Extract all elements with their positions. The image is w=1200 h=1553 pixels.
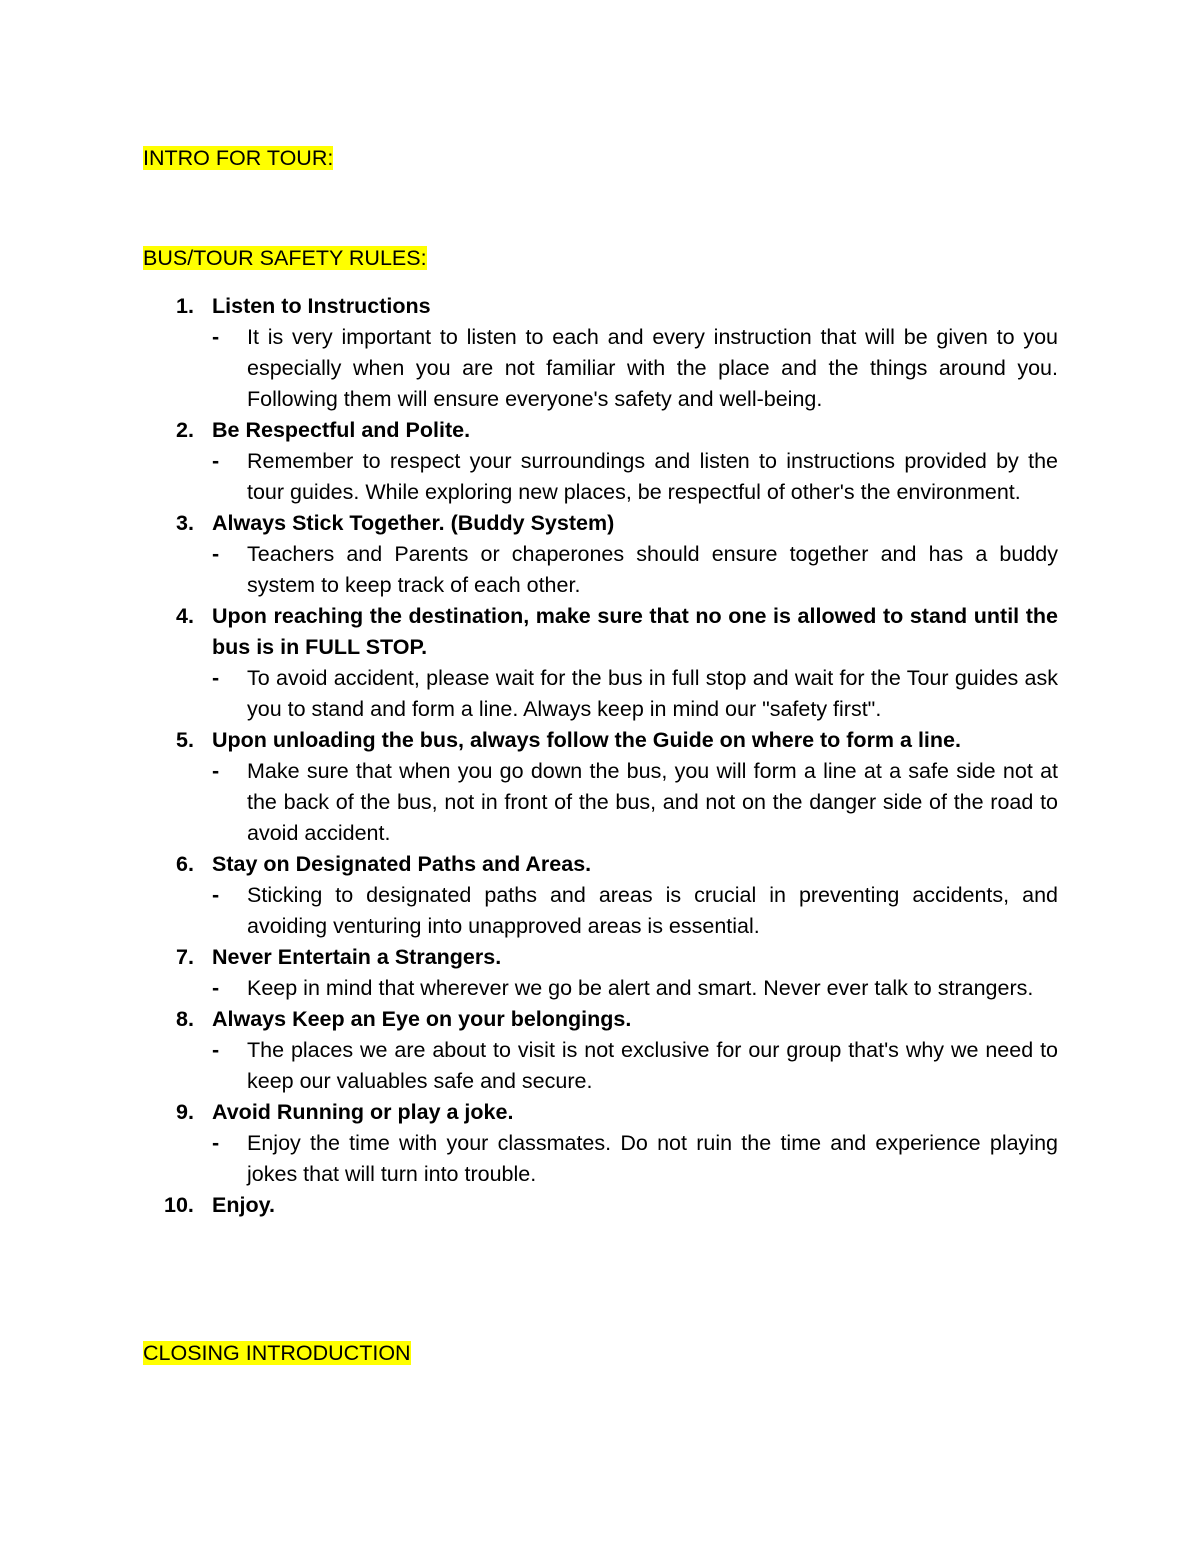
dash-bullet: - bbox=[212, 1131, 220, 1155]
rule-title: Upon unloading the bus, always follow the Guide on where to form a line. bbox=[212, 728, 961, 752]
rule-number: 9. bbox=[176, 1100, 194, 1124]
rule-description bbox=[212, 880, 1058, 942]
rule-item bbox=[142, 415, 1058, 508]
rule-number: 1. bbox=[176, 294, 194, 318]
dash-bullet: - bbox=[212, 759, 220, 783]
safety-rules-list bbox=[142, 291, 1058, 1221]
rule-description-text: Enjoy the time with your classmates. Do not ruin the time and experience playing jokes that will turn into trouble. bbox=[247, 1131, 1058, 1186]
closing-heading bbox=[142, 1339, 412, 1367]
rule-title: Avoid Running or play a joke. bbox=[212, 1100, 514, 1124]
rule-number: 7. bbox=[176, 945, 194, 969]
rule-title: Stay on Designated Paths and Areas. bbox=[212, 852, 592, 876]
rule-description bbox=[212, 539, 1058, 601]
closing-heading-text: CLOSING INTRODUCTION bbox=[143, 1341, 411, 1365]
rules-heading bbox=[142, 244, 428, 272]
rule-description bbox=[212, 973, 1058, 1004]
rule-number: 8. bbox=[176, 1007, 194, 1031]
rule-number: 3. bbox=[176, 511, 194, 535]
rule-description bbox=[212, 446, 1058, 508]
rule-item bbox=[142, 508, 1058, 601]
rule-item bbox=[142, 849, 1058, 942]
rule-description-text: Sticking to designated paths and areas is crucial in preventing accidents, and avoiding venturing into unapproved areas is essential. bbox=[247, 883, 1058, 938]
rule-number: 5. bbox=[176, 728, 194, 752]
dash-bullet: - bbox=[212, 542, 220, 566]
intro-heading bbox=[142, 144, 334, 172]
rule-description-text: It is very important to listen to each and every instruction that will be given to you especially when you are not familiar with the place and the things around you. Following them will ensure everyone's safety and well-being. bbox=[247, 325, 1058, 411]
dash-bullet: - bbox=[212, 449, 220, 473]
rule-title: Upon reaching the destination, make sure that no one is allowed to stand until the bus is in FULL STOP. bbox=[212, 604, 1058, 659]
rule-number: 10. bbox=[164, 1193, 194, 1217]
rule-title: Listen to Instructions bbox=[212, 294, 431, 318]
dash-bullet: - bbox=[212, 883, 220, 907]
rule-title: Never Entertain a Strangers. bbox=[212, 945, 502, 969]
rule-number: 4. bbox=[176, 604, 194, 628]
rule-description-text: To avoid accident, please wait for the bus in full stop and wait for the Tour guides ask you to stand and form a line. Always keep in mind our "safety first". bbox=[247, 666, 1058, 721]
rule-number: 6. bbox=[176, 852, 194, 876]
rule-description bbox=[212, 756, 1058, 849]
rule-description-text: Keep in mind that wherever we go be alert and smart. Never ever talk to strangers. bbox=[247, 976, 1034, 1000]
rule-title: Be Respectful and Polite. bbox=[212, 418, 471, 442]
rule-description bbox=[212, 663, 1058, 725]
rule-title: Enjoy. bbox=[212, 1193, 275, 1217]
rules-heading-text: BUS/TOUR SAFETY RULES: bbox=[143, 246, 427, 270]
rule-item bbox=[142, 1004, 1058, 1097]
rule-item bbox=[142, 1190, 1058, 1221]
rule-description bbox=[212, 322, 1058, 415]
rule-number: 2. bbox=[176, 418, 194, 442]
rule-item bbox=[142, 601, 1058, 725]
rule-item bbox=[142, 291, 1058, 415]
rule-description bbox=[212, 1035, 1058, 1097]
rule-description bbox=[212, 1128, 1058, 1190]
rule-item bbox=[142, 725, 1058, 849]
rule-description-text: Remember to respect your surroundings and listen to instructions provided by the tour guides. While exploring new places, be respectful of other's the environment. bbox=[247, 449, 1058, 504]
rule-item bbox=[142, 942, 1058, 1004]
rule-item bbox=[142, 1097, 1058, 1190]
rule-description-text: The places we are about to visit is not exclusive for our group that's why we need to keep our valuables safe and secure. bbox=[247, 1038, 1058, 1093]
rule-title: Always Stick Together. (Buddy System) bbox=[212, 511, 615, 535]
dash-bullet: - bbox=[212, 1038, 220, 1062]
rule-description-text: Make sure that when you go down the bus, you will form a line at a safe side not at the back of the bus, not in front of the bus, and not on the danger side of the road to avoid accident. bbox=[247, 759, 1058, 845]
intro-heading-text: INTRO FOR TOUR: bbox=[143, 146, 334, 170]
dash-bullet: - bbox=[212, 325, 220, 349]
dash-bullet: - bbox=[212, 666, 220, 690]
dash-bullet: - bbox=[212, 976, 220, 1000]
rule-description-text: Teachers and Parents or chaperones should ensure together and has a buddy system to keep track of each other. bbox=[247, 542, 1058, 597]
rule-title: Always Keep an Eye on your belongings. bbox=[212, 1007, 632, 1031]
